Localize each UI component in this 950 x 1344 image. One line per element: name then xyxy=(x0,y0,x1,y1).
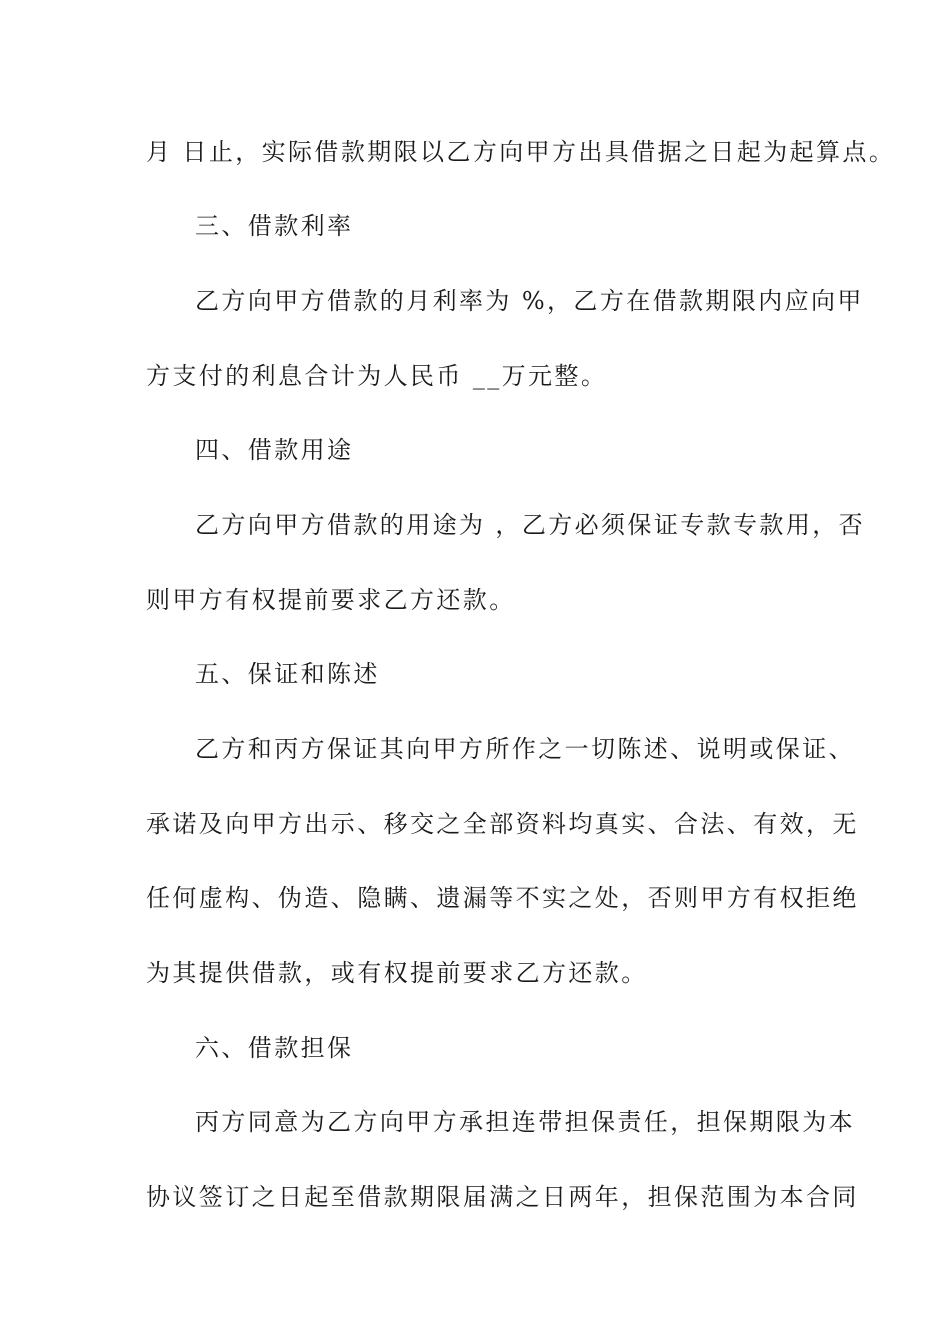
paragraph-line: 乙方和丙方保证其向甲方所作之一切陈述、说明或保证、 xyxy=(195,735,855,763)
section-heading: 六、借款担保 xyxy=(195,1034,354,1062)
section-heading: 三、借款利率 xyxy=(195,212,354,240)
paragraph-line: 承诺及向甲方出示、移交之全部资料均真实、合法、有效，无 xyxy=(146,810,859,838)
paragraph-line: 为其提供借款，或有权提前要求乙方还款。 xyxy=(146,959,648,987)
paragraph-line: 乙方向甲方借款的月利率为 %，乙方在借款期限内应向甲 xyxy=(195,287,864,315)
paragraph-line: 月 日止，实际借款期限以乙方向甲方出具借据之日起为起算点。 xyxy=(146,138,896,166)
paragraph-line: 丙方同意为乙方向甲方承担连带担保责任，担保期限为本 xyxy=(195,1108,855,1136)
paragraph-line: 方支付的利息合计为人民币 __万元整。 xyxy=(146,362,608,390)
paragraph-line: 则甲方有权提前要求乙方还款。 xyxy=(146,586,516,614)
paragraph-line: 协议签订之日起至借款期限届满之日两年，担保范围为本合同 xyxy=(146,1183,859,1211)
paragraph-line: 乙方向甲方借款的用途为 ，乙方必须保证专款专款用，否 xyxy=(195,511,866,539)
section-heading: 五、保证和陈述 xyxy=(195,660,380,688)
paragraph-line: 任何虚构、伪造、隐瞒、遗漏等不实之处，否则甲方有权拒绝 xyxy=(146,884,859,912)
section-heading: 四、借款用途 xyxy=(195,436,354,464)
